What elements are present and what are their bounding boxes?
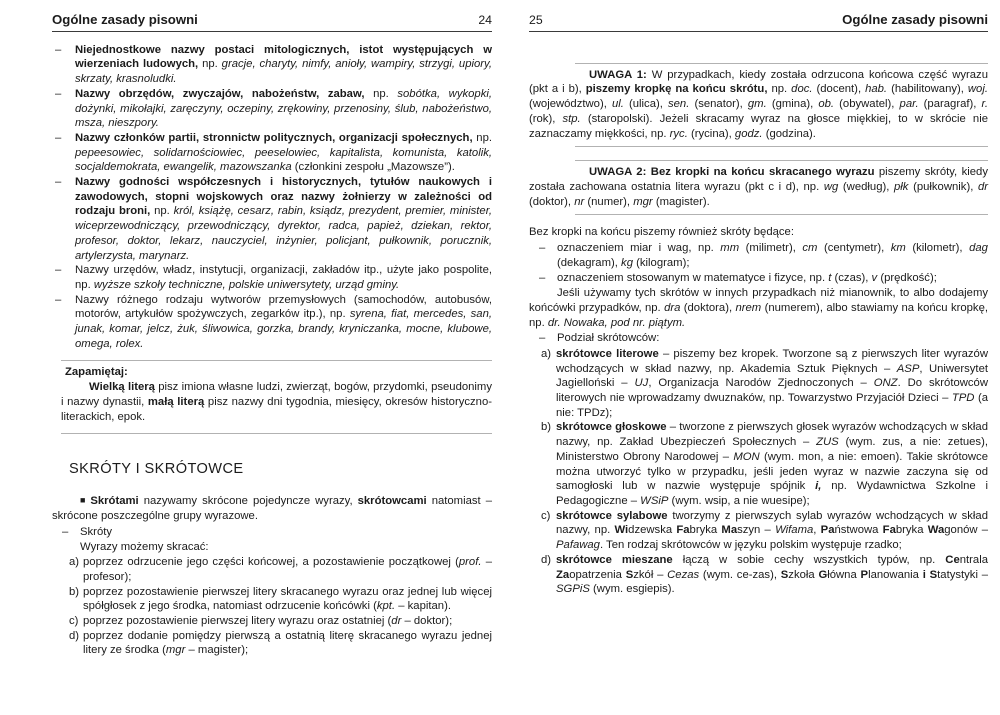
- list-item: [52, 43, 492, 87]
- remember-box: [61, 360, 492, 434]
- lettered-item-label: c): [69, 614, 79, 627]
- remember-box-body: Wielką literą pisz imiona własne ludzi, zwierząt, bogów, przydomki, pseudonimy i nazwy dynastii, małą literą pisz nazwy dni tygodnia, miesięcy, okresów historyczno-literackich, epok.: [61, 381, 492, 423]
- list-item-text: Niejednostkowe nazwy postaci mitologicznych, istot występujących w wierzeniach ludowych, np. gracje, charyty, nimfy, anioły, wampiry, strzygi, upiory, skrzaty, krasnoludki.: [75, 43, 492, 86]
- remember-box-title: Zapamiętaj:: [65, 366, 128, 379]
- dash-bullet-icon: –: [55, 293, 62, 306]
- dash-bullet-icon: –: [62, 525, 69, 538]
- note-box-bottom-rule: [575, 146, 988, 147]
- dash-bullet-icon: –: [55, 264, 62, 277]
- lettered-item-label: d): [69, 629, 80, 642]
- abbreviation-methods-list: [52, 555, 492, 658]
- podzial-subhead-label: Podział skrótowców:: [557, 332, 660, 345]
- lettered-item-text: poprzez dodanie pomiędzy pierwszą a ostatnią literę skracanego wyrazu jednej litery ze środka (mgr – magister);: [83, 629, 492, 657]
- dash-bullet-icon: –: [539, 272, 546, 285]
- lettered-item-label: c): [541, 509, 551, 522]
- list-item-text: Nazwy różnego rodzaju wytworów przemysłowych (samochodów, autobusów, motorów, artykułów spożywczych, zegarków itp.), np. syrena, fiat, mercedes, san, junak, komar, jelcz, żuk, śliwowica, gorzka, brandy, kryniczanka, mocne, klubowe, omega, rolex.: [75, 293, 493, 350]
- page-right: [529, 13, 988, 597]
- lettered-item-text: skrótowce literowe – piszemy bez kropek. Tworzone są z pierwszych liter wyrazów wchodzących w skład nazwy, np. Akademia Sztuk Pięknych – ASP, Uniwersytet Jagielloński – UJ, Organizacja Narodów Zjednoczonych – ONZ. Do skrótowców literowych nie wprowadzamy dwuznaków, np. Towarzystwo Przyjaciół Dzieci – TPD (a nie: TPDz);: [556, 347, 989, 419]
- lettered-item: [529, 347, 988, 421]
- lettered-item-text: skrótowce sylabowe tworzymy z pierwszych sylab wyrazów wchodzących w skład nazwy, np. Widzewska Fabryka Maszyn – Wifama, Państwowa Fabryka Wagonów – Pafawag. Ten rodzaj skrótowców w języku polskim występuje rzadko;: [556, 509, 989, 552]
- lettered-item-text: skrótowce głoskowe – tworzone z pierwszych głosek wyrazów wchodzących w skład nazwy, np. Zakład Ubezpieczeń Społecznych – ZUS (wym. zus, a nie: zetues), Ministerstwo Obrony Narodowej – MON (wym. mon, a nie: emoen). Takie skrótowce można utworzyć tylko w przypadku, jeśli jeden wyraz w nazwie zaczyna się od samogłoski lub w nazwie występuje spójnik i, np. Wydawnictwa Szkolne i Pedagogiczne – WSiP (wym. wsip, a nie wuesipe);: [556, 421, 988, 507]
- note-box-2-text: UWAGA 2: Bez kropki na końcu skracanego wyrazu piszemy skróty, kiedy została zachowana ostatnia litera wyrazu (pkt c i d), np. wg (według), płk (pułkownik), dr (doktor), nr (numer), mgr (magister).: [529, 166, 989, 208]
- dash-bullet-icon: –: [539, 242, 546, 255]
- podzial-subhead: [529, 331, 988, 346]
- note-box-1: [529, 63, 988, 148]
- page-right-header: [529, 13, 988, 32]
- lettered-item-label: a): [541, 347, 552, 360]
- list-item-text: Nazwy urzędów, władz, instytucji, organizacji, zakładów itp., użyte jako pospolite, np. wyższe szkoły techniczne, polskie uniwersytety, urząd gminy.: [75, 264, 492, 291]
- lettered-item: [529, 420, 988, 508]
- jesli-paragraph: Jeśli używamy tych skrótów w innych przypadkach niż mianownik, to albo dodajemy końcówki przypadków, np. dra (doktora), nrem (numerem), albo stawiamy na końcu kropkę, np. dr. Nowaka, pod nr. piątym.: [529, 287, 988, 329]
- lettered-item: [529, 553, 988, 597]
- square-bullet-icon: ■: [80, 495, 91, 506]
- lettered-item: [52, 629, 492, 658]
- running-head-title: Ogólne zasady pisowni: [842, 12, 988, 27]
- lettered-item-text: poprzez pozostawienie pierwszej litery wyrazu oraz ostatniej (dr – doktor);: [83, 614, 453, 627]
- page-left-header: [52, 13, 492, 32]
- skroty-intro-text: Skrótami nazywamy skrócone pojedyncze wyrazy, skrótowcami natomiast – skrócone poszczególne grupy wyrazowe.: [52, 495, 492, 522]
- page-number-right: 25: [529, 13, 543, 27]
- lettered-item-text: poprzez pozostawienie pierwszej litery skracanego wyrazu oraz jednej lub więcej spółgłosek z jego środka, natomiast odrzucenie końcówki (kpt. – kapitan).: [83, 585, 492, 613]
- dash-item: [529, 241, 988, 270]
- page-left: [52, 13, 492, 658]
- page-number-left: 24: [478, 13, 492, 27]
- list-item-text: Nazwy obrzędów, zwyczajów, nabożeństw, zabaw, np. sobótka, wykopki, dożynki, mikołajki, zaręczyny, oczepiny, zrękowiny, przenosiny, ślub, nabożeństwo, msza, nieszpory.: [75, 87, 492, 130]
- lettered-item: [52, 614, 492, 629]
- lettered-item-label: a): [69, 556, 80, 569]
- dash-bullet-icon: –: [55, 87, 62, 100]
- note-box-top-rule: [575, 63, 988, 64]
- dash-bullet-icon: –: [55, 43, 62, 56]
- dash-bullet-icon: –: [55, 176, 62, 189]
- lettered-item-text: poprzez odrzucenie jego części końcowej, a pozostawienie początkowej (prof. – profesor);: [83, 556, 492, 583]
- list-item-text: Nazwy członków partii, stronnictw politycznych, organizacji społecznych, np. pepeesowiec, solidarnościowiec, peeselowiec, kapitalista, komunista, katolik, socjaldemokrata, ewangelik, mazowszanka (członkini zespołu „Mazowsze”).: [75, 131, 492, 174]
- bez-kropki-lead: Bez kropki na końcu piszemy również skróty będące:: [529, 226, 794, 239]
- dash-item-text: oznaczeniem miar i wag, np. mm (milimetr), cm (centymetr), km (kilometr), dag (dekagram), kg (kilogram);: [557, 242, 988, 269]
- list-item: [52, 263, 492, 292]
- note-box-top-rule: [575, 160, 988, 161]
- list-item: [52, 293, 492, 352]
- list-item: [52, 175, 492, 263]
- skroty-subhead-label: Skróty: [80, 525, 113, 538]
- skracac-lead: Wyrazy możemy skracać:: [80, 541, 209, 554]
- lettered-item-label: b): [541, 421, 552, 434]
- skroty-subhead: [52, 525, 492, 540]
- lettered-item-label: b): [69, 585, 80, 598]
- list-item: [52, 87, 492, 131]
- dash-bullet-icon: –: [55, 131, 62, 144]
- note-box-bottom-rule: [575, 214, 988, 215]
- skroty-intro: [52, 493, 492, 523]
- lettered-item-label: d): [541, 553, 552, 566]
- bullet-list: [52, 43, 492, 352]
- list-item-text: Nazwy godności współczesnych i historycznych, tytułów naukowych i zawodowych, stopni wojskowych oraz nazwy żołnierzy w zależności od rodzaju broni, np. król, książę, cesarz, rabin, ksiądz, prezydent, premier, minister, wiceprzewodniczący, przewodniczący, dyrektor, radca, papież, dziekan, rektor, profesor, doktor, lekarz, nauczyciel, inżynier, policjant, pułkownik, porucznik, artylerzysta, marynarz.: [75, 176, 492, 262]
- lettered-item: [52, 585, 492, 614]
- dash-bullet-icon: –: [539, 332, 546, 345]
- lettered-item-text: skrótowce mieszane łączą w sobie cechy wszystkich typów, np. Centrala Zaopatrzenia Szkół – Cezas (wym. ce-zas), Szkoła Główna Planowania i Statystyki – SGPiS (wym. esgiepis).: [556, 553, 988, 596]
- lettered-item: [529, 509, 988, 553]
- running-head-title: Ogólne zasady pisowni: [52, 12, 198, 27]
- dash-item-text: oznaczeniem stosowanym w matematyce i fizyce, np. t (czas), v (prędkość);: [557, 272, 937, 285]
- note-box-1-text: UWAGA 1: W przypadkach, kiedy została odrzucona końcowa część wyrazu (pkt a i b), piszemy kropkę na końcu skrótu, np. doc. (docent), hab. (habilitowany), woj. (województwo), ul. (ulica), sen. (senator), gm. (gmina), ob. (obywatel), par. (paragraf), r. (rok), stp. (staropolski). Jeżeli skracamy wyraz na głosce miękkiej, to w skrócie nie zaznaczamy miękkości, np. ryc. (rycina), godz. (godzina).: [529, 68, 988, 140]
- note-box-2: [529, 160, 988, 215]
- list-item: [52, 131, 492, 175]
- dash-item: [529, 271, 988, 286]
- acronym-types-list: [529, 347, 988, 597]
- lettered-item: [52, 555, 492, 584]
- section-heading: SKRÓTY I SKRÓTOWCE: [69, 461, 244, 478]
